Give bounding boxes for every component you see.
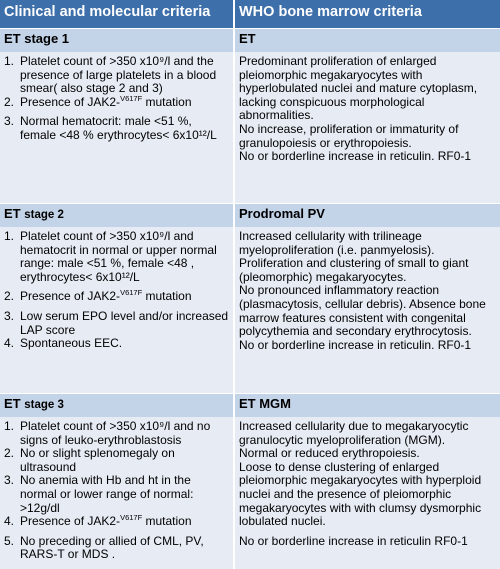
section-title-left: ET stage 2 <box>0 203 234 227</box>
section-title-right: ET <box>234 28 500 52</box>
marrow-criteria-cell <box>234 52 500 203</box>
section-title-left: ET stage 3 <box>0 393 234 417</box>
section-header-row <box>0 203 500 227</box>
criteria-paragraph: Proliferation and clustering of small to giant (pleomorphic) megakaryocytes. <box>239 256 469 284</box>
list-item: 1. Platelet count of >350 x10⁹/l and no signs of leuko-erythroblastosis <box>4 419 211 447</box>
clinical-criteria-cell <box>0 52 234 203</box>
criteria-paragraph: Normal or reduced erythropoiesis. <box>239 446 420 461</box>
list-item: 3. No anemia with Hb and ht in the normal or lower range of normal: >12g/dl <box>4 473 194 515</box>
list-item: 5. No preceding or allied of CML, PV, RARS-T or MDS . <box>4 533 204 562</box>
criteria-paragraph: Increased cellularity with trilineage myeloproliferation (i.e. panmyelosis). <box>239 229 435 257</box>
section-title-right: ET MGM <box>234 393 500 417</box>
list-item: 1. Platelet count of >350 x10⁹/l and the presence of large platelets in a blood smear( also stage 2 and 3) <box>4 54 217 96</box>
section-body-row <box>0 227 500 393</box>
list-item: 2. No or slight splenomegaly on ultrasound <box>4 446 175 474</box>
clinical-criteria-cell <box>0 227 234 393</box>
list-item: 2. Presence of JAK2-$^{V617F}$ mutation <box>4 93 192 109</box>
header-who-bone-marrow: WHO bone marrow criteria <box>234 0 500 28</box>
criteria-paragraph: No or borderline increase in reticulin. RF0-1 <box>239 337 472 352</box>
marrow-criteria-cell <box>234 417 500 569</box>
list-item: 4. Spontaneous EEC. <box>4 336 123 351</box>
criteria-paragraph: No increase, proliferation or immaturity of granulopoiesis or erythropoiesis. <box>239 121 459 150</box>
clinical-criteria-cell <box>0 417 234 569</box>
section-body-row <box>0 417 500 569</box>
list-item: 2. Presence of JAK2-$^{V617F}$ mutation <box>4 288 192 304</box>
section-header-row <box>0 28 500 52</box>
section-title-right: Prodromal PV <box>234 203 500 227</box>
list-item: 4. Presence of JAK2-$^{V617F}$ mutation <box>4 513 192 529</box>
criteria-paragraph: No or borderline increase in reticulin RF0-1 <box>239 533 468 548</box>
criteria-paragraph: No pronounced inflammatory reaction (plasmacytosis, cellular debris). Absence bone marrow features consistent with congenital polycythemia and secondary erythrocytosis. <box>239 283 486 339</box>
criteria-paragraph: Loose to dense clustering of enlarged pleiomorphic megakaryocytes with hyperploid nuclei and the presence of pleiomorphic megakaryocytes with with clumsy dysmorphic lobulated nuclei. <box>239 459 482 529</box>
marrow-criteria-cell <box>234 227 500 393</box>
list-item: 3. Low serum EPO level and/or increased LAP score <box>4 308 229 337</box>
header-clinical-molecular: Clinical and molecular criteria <box>0 0 234 28</box>
criteria-paragraph: No or borderline increase in reticulin. RF0-1 <box>239 149 472 164</box>
section-body-row <box>0 52 500 203</box>
section-title-left: ET stage 1 <box>0 28 234 52</box>
table-header-row <box>0 0 500 28</box>
list-item: 1. Platelet count of >350 x10⁹/l and hematocrit in normal or upper normal range: male <51 %, female <48 , erythrocytes< 6x10¹²/L <box>4 229 217 284</box>
section-header-row <box>0 393 500 417</box>
criteria-paragraph: Increased cellularity due to megakaryocytic granulocytic myeloproliferation (MGM). <box>239 419 469 447</box>
criteria-paragraph: Predominant proliferation of enlarged pleiomorphic megakaryocytes with hyperlobulated nuclei and mature cytoplasm, lacking conspicuous morphological abnormalities. <box>239 54 478 123</box>
list-item: 3. Normal hematocrit: male <51 %, female <48 % erythrocytes< 6x10¹²/L <box>4 114 217 142</box>
